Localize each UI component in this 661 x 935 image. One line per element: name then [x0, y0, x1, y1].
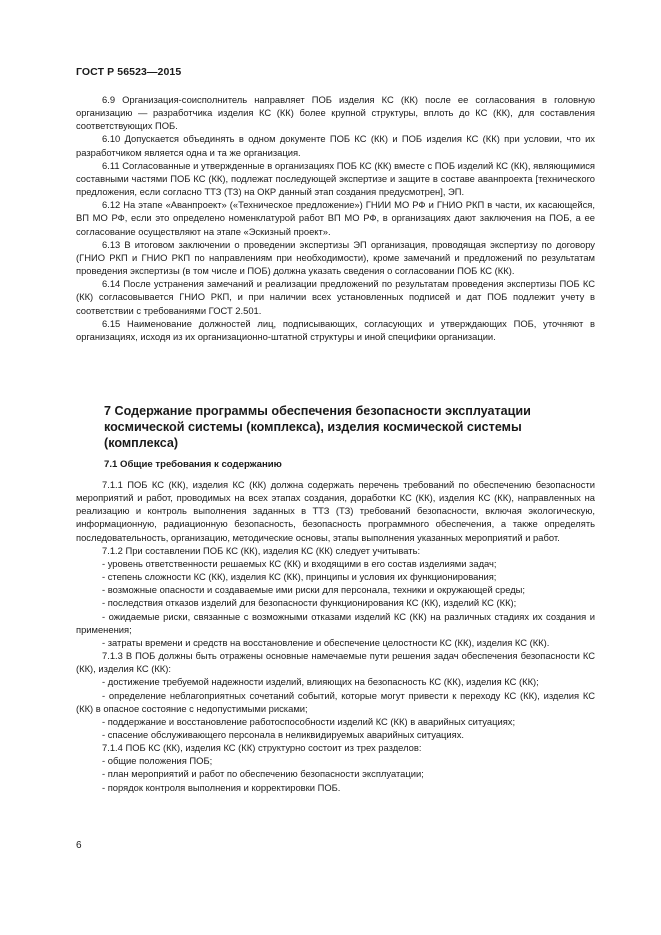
list-item: - определение неблагоприятных сочетаний событий, которые могут привести к переходу КС (КК), изделия КС (КК) в опасное состояние с недопустимыми рисками; [76, 689, 595, 714]
list-item: - возможные опасности и создаваемые ими риски для персонала, техники и окружающей среды; [102, 584, 526, 596]
paragraph: 6.13 В итоговом заключении о проведении экспертизы ЭП организация, проводящая экспертизу по договору (ГНИО РКП и ГНИО РКП по направлениям при необходимости), кроме замечаний и предложений по результатам проведения экспертизы (в том числе и ПОБ) должна указать сведения о согласовании ПОБ КС (КК). [76, 238, 595, 277]
paragraph: 7.1.1 ПОБ КС (КК), изделия КС (КК) должна содержать перечень требований по обеспечению безопасности мероприятий и работ, проводимых на всех этапах создания, доработки КС (КК), изделия КС (КК), направленных на реализацию и контроль выполнения заданных в ТТЗ (ТЗ) требований безопасности, включая экологическую, информационную, радиационную безопасность, безопасность программного обеспечения, а также определять последовательность, организацию, методические основы, этапы выполнения указанных мероприятий и работ. [76, 479, 595, 543]
list-item: - затраты времени и средств на восстановление и обеспечение целостности КС (КК), изделия КС (КК). [102, 636, 550, 648]
list-item: - порядок контроля выполнения и корректировки ПОБ. [102, 781, 341, 793]
paragraph: 6.12 На этапе «Аванпроект» («Техническое предложение») ГНИИ МО РФ и ГНИО РКП в части, их касающейся, ВП МО РФ, если это определено номенклатурой работ ВП МО РФ, в организациях дают заключения на ПОБ, а ее согласование осуществляют на этапе «Эскизный проект». [76, 199, 595, 237]
paragraph: 6.11 Согласованные и утвержденные в организациях ПОБ КС (КК) вместе с ПОБ изделий КС (КК), являющимися составными частями ПОБ КС (КК), подлежат последующей экспертизе и защите в составе аванпроекта [технического предложения, если согласно ТТЗ (ТЗ) на ОКР данный этап создания предусмотрен], ЭП. [76, 159, 595, 198]
paragraph: 7.1.4 ПОБ КС (КК), изделия КС (КК) структурно состоит из трех разделов: [102, 742, 422, 754]
paragraph: 6.10 Допускается объединять в одном документе ПОБ КС (КК) и ПОБ изделия КС (КК) при условии, что их разработчиком является одна и та же организация. [76, 133, 595, 158]
paragraph: 6.15 Наименование должностей лиц, подписывающих, согласующих и утверждающих ПОБ, уточняют в организациях, исходя из их организационно-штатной структуры и иной специфики организации. [76, 317, 595, 342]
paragraph: 6.14 После устранения замечаний и реализации предложений по результатам проведения экспертизы ПОБ КС (КК) согласовывается ГНИО РКП, и при наличии всех установленных подписей и дат ПОБ подлежит учету в соответствии с требованиями ГОСТ 2.501. [76, 278, 595, 316]
list-item: - степень сложности КС (КК), изделия КС (КК), принципы и условия их функционирования; [102, 571, 497, 583]
section-title: 7 Содержание программы обеспечения безопасности эксплуатации космической системы (комплекса), изделия космической системы (комплекса) [104, 404, 531, 450]
list-item: - уровень ответственности решаемых КС (КК) и входящими в его состав изделиями задач; [102, 557, 497, 569]
subsection-title: 7.1 Общие требования к содержанию [104, 459, 282, 470]
list-item: - достижение требуемой надежности изделий, влияющих на безопасность КС (КК), изделия КС (КК); [102, 676, 539, 688]
clause-7-1-block [76, 478, 595, 794]
document-header: ГОСТ Р 56523—2015 [76, 66, 182, 78]
paragraph: 7.1.3 В ПОБ должны быть отражены основные намечаемые пути решения задач обеспечения безопасности КС (КК), изделия КС (КК): [76, 650, 595, 675]
list-item: - спасение обслуживающего персонала в неликвидируемых аварийных ситуациях. [102, 728, 465, 740]
list-item: - последствия отказов изделий для безопасности функционирования КС (КК), изделий КС (КК); [102, 597, 517, 609]
list-item: - общие положения ПОБ; [102, 755, 213, 767]
page-number: 6 [76, 840, 82, 851]
clause-6-block [76, 93, 595, 343]
paragraph: 7.1.2 При составлении ПОБ КС (КК), изделия КС (КК) следует учитывать: [102, 544, 421, 556]
list-item: - ожидаемые риски, связанные с возможными отказами изделий КС (КК) на различных стадиях их создания и применения; [76, 610, 595, 635]
paragraph: 6.9 Организация-соисполнитель направляет ПОБ изделия КС (КК) после ее согласования в головную организацию — разработчика изделия КС (КК) более крупной структуры, вплоть до КС (КК), для составления соответствующих ПОБ. [76, 94, 595, 132]
list-item: - план мероприятий и работ по обеспечению безопасности эксплуатации; [102, 768, 424, 780]
list-item: - поддержание и восстановление работоспособности изделий КС (КК) в аварийных ситуациях; [102, 715, 516, 727]
